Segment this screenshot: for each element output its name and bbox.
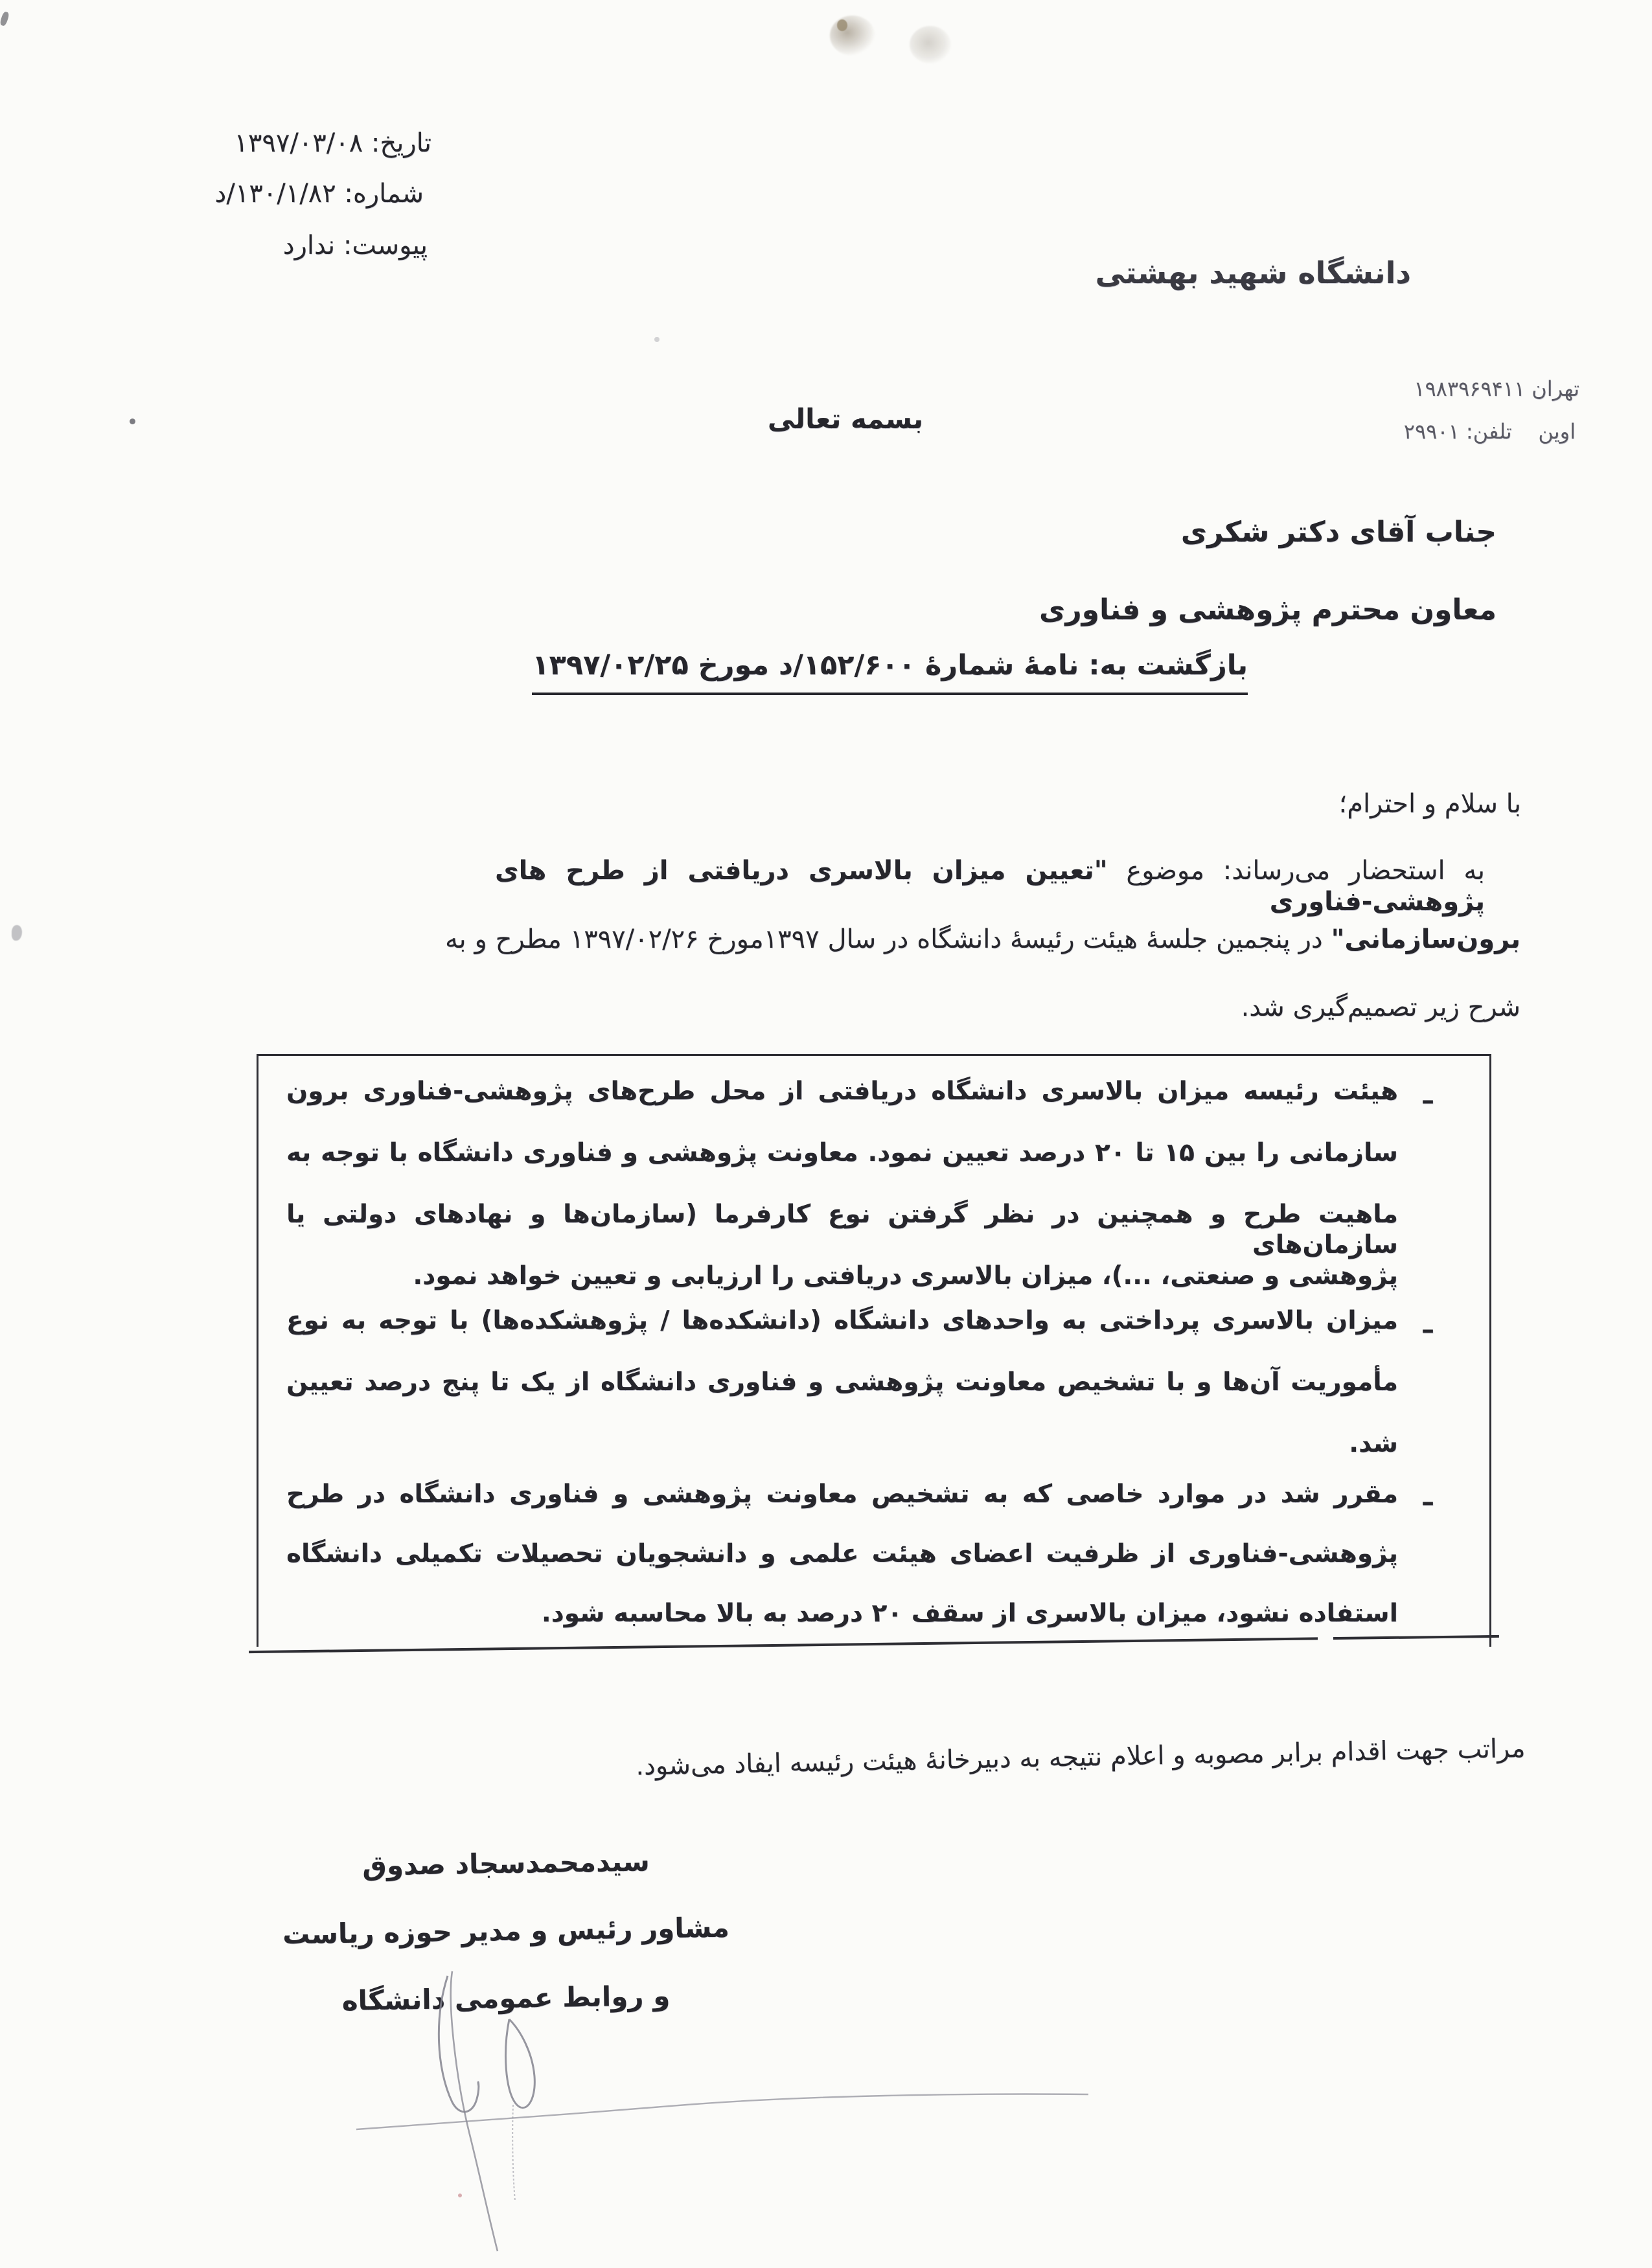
scan-dot bbox=[654, 337, 660, 342]
address-line-2: اوین تلفن: ۲۹۹۰۱ bbox=[1403, 419, 1576, 444]
resolution-box-border-gap bbox=[1318, 1632, 1333, 1644]
recipient-title: معاون محترم پژوهشی و فناوری bbox=[1039, 593, 1497, 626]
handwritten-signature bbox=[350, 1966, 1101, 2267]
besmellah-header: بسمه تعالی bbox=[767, 403, 924, 435]
resolution-item-1-line-3: ماهیت طرح و همچنین در نظر گرفتن نوع کارفرما (سازمان‌ها و نهادهای دولتی یا سازمان‌های bbox=[286, 1200, 1398, 1259]
signatory-title-2: و روابط عمومی دانشگاه bbox=[341, 1980, 671, 2017]
intro-line-1 bbox=[495, 855, 1485, 917]
signatory-name: سیدمحمدسجاد صدوق bbox=[361, 1845, 650, 1882]
attachment-line: پیوست: ندارد bbox=[282, 231, 428, 260]
scan-smudge bbox=[837, 19, 847, 31]
resolution-item-2-line-3: شد. bbox=[1349, 1429, 1398, 1458]
greeting-line: با سلام و احترام؛ bbox=[1338, 789, 1521, 819]
date-line: تاریخ: ۱۳۹۷/۰۳/۰۸ bbox=[234, 128, 431, 158]
intro-line-2-bold: برون‌سازمانی" bbox=[1331, 924, 1520, 954]
bullet-dash: – bbox=[1421, 1086, 1434, 1116]
bullet-dash: – bbox=[1421, 1487, 1434, 1517]
intro-line-2 bbox=[445, 924, 1520, 955]
scan-smudge bbox=[830, 16, 875, 56]
signatory-title-1: مشاور رئیس و مدیر حوزه ریاست bbox=[282, 1911, 730, 1951]
scan-speck bbox=[0, 11, 10, 27]
bullet-dash: – bbox=[1421, 1315, 1434, 1345]
university-name: دانشگاه شهید بهشتی bbox=[1095, 255, 1411, 290]
recipient-name: جناب آقای دکتر شکری bbox=[1180, 516, 1497, 549]
resolution-item-2-line-2: مأموریت آن‌ها و با تشخیص معاونت پژوهشی و فناوری دانشگاه از یک تا پنج درصد تعیین bbox=[286, 1368, 1398, 1397]
intro-line-3: شرح زیر تصمیم‌گیری شد. bbox=[1241, 992, 1520, 1022]
scan-speck bbox=[12, 925, 22, 941]
letter-number-line: شماره: ۱۳۰/۱/۸۲/د bbox=[214, 179, 424, 209]
intro-line-1-normal: به استحضار می‌رساند: موضوع bbox=[1107, 856, 1486, 886]
resolution-item-1-line-2: سازمانی را بین ۱۵ تا ۲۰ درصد تعیین نمود. معاونت پژوهشی و فناوری دانشگاه با توجه به bbox=[286, 1138, 1399, 1167]
intro-line-1-bold: "تعیین میزان بالاسری دریافتی از طرح های پژوهشی-فناوری bbox=[495, 856, 1485, 917]
resolution-item-3-line-3: استفاده نشود، میزان بالاسری از سقف ۲۰ درصد به بالا محاسبه شود. bbox=[541, 1599, 1398, 1628]
reference-line: بازگشت به: نامهٔ شمارهٔ ۱۵۲/۶۰۰/د مورخ ۱۳۹۷/۰۲/۲۵ bbox=[532, 649, 1248, 695]
resolution-item-1-line-1: هیئت رئیسه میزان بالاسری دانشگاه دریافتی از محل طرح‌های پژوهشی-فناوری برون bbox=[286, 1077, 1398, 1106]
scan-dot bbox=[130, 418, 135, 424]
intro-line-2-normal: در پنجمین جلسهٔ هیئت رئیسهٔ دانشگاه در سال ۱۳۹۷مورخ ۱۳۹۷/۰۲/۲۶ مطرح و به bbox=[445, 924, 1331, 954]
resolution-item-3-line-1: مقرر شد در موارد خاصی که به تشخیص معاونت پژوهشی و فناوری دانشگاه در طرح bbox=[286, 1480, 1398, 1509]
scan-smudge bbox=[910, 26, 951, 63]
closing-line: مراتب جهت اقدام برابر مصوبه و اعلام نتیجه به دبیرخانهٔ هیئت رئیسه ایفاد می‌شود. bbox=[635, 1734, 1526, 1781]
resolution-item-1-line-4: پژوهشی و صنعتی، ...)، میزان بالاسری دریافتی را ارزیابی و تعیین خواهد نمود. bbox=[413, 1261, 1398, 1290]
resolution-item-3-line-2: پژوهشی-فناوری از ظرفیت اعضای هیئت علمی و دانشجویان تحصیلات تکمیلی دانشگاه bbox=[286, 1539, 1398, 1568]
resolution-item-2-line-1: میزان بالاسری پرداختی به واحدهای دانشگاه (دانشکده‌ها / پژوهشکده‌ها) با توجه به نوع bbox=[286, 1306, 1398, 1335]
address-line-1: تهران ۱۹۸۳۹۶۹۴۱۱ bbox=[1414, 376, 1579, 401]
